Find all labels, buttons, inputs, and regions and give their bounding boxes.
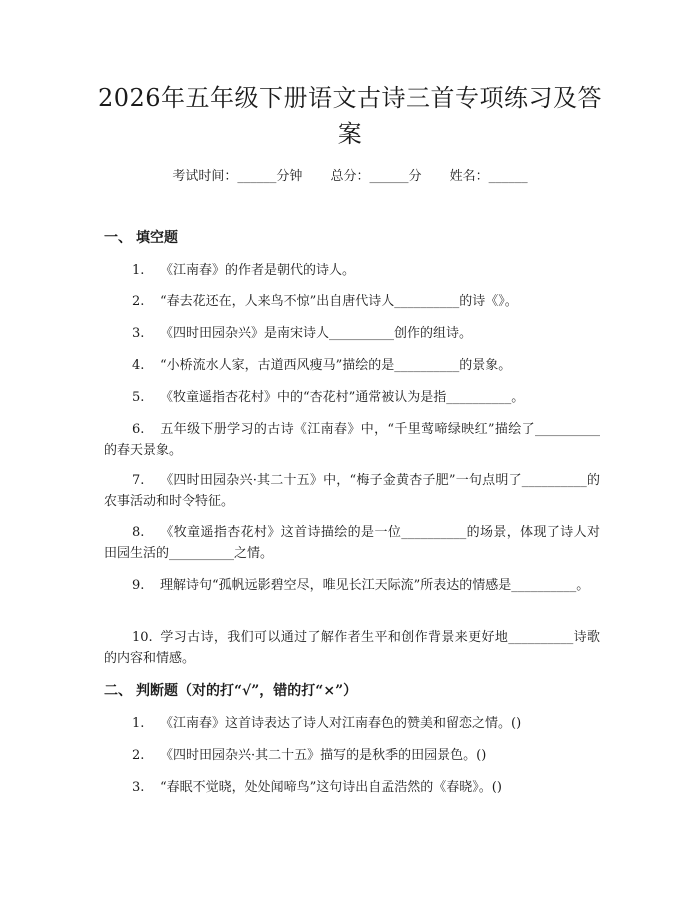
question-text: “春去花还在，人来鸟不惊”出自唐代诗人__________的诗《》。 xyxy=(160,294,518,309)
question-text: 《牧童遥指杏花村》中的“杏花村”通常被认为是指__________。 xyxy=(160,390,525,405)
question-text: 《四时田园杂兴·其二十五》描写的是秋季的田园景色。() xyxy=(160,748,487,763)
question-text: 《江南春》这首诗表达了诗人对江南春色的赞美和留恋之情。() xyxy=(160,716,522,731)
question-text: 五年级下册学习的古诗《江南春》中，“千里莺啼绿映红”描绘了__________的春天景象。 xyxy=(104,422,600,458)
section-title: 判断题（对的打“√”，错的打“×”） xyxy=(136,683,358,699)
question-number: 1. xyxy=(132,263,145,278)
question-text: 《牧童遥指杏花村》这首诗描绘的是一位__________的场景，体现了诗人对田园生活的__________之情。 xyxy=(104,525,600,561)
question-text: 《四时田园杂兴》是南宋诗人__________创作的组诗。 xyxy=(160,326,473,341)
section-number: 一、 xyxy=(104,230,132,246)
question-item xyxy=(104,323,600,344)
question-item xyxy=(104,419,600,461)
question-item xyxy=(104,260,600,281)
question-text: 《江南春》的作者是朝代的诗人。 xyxy=(160,263,356,278)
question-text: 理解诗句“孤帆远影碧空尽，唯见长江天际流”所表达的情感是__________。 xyxy=(160,578,590,593)
question-text: “春眠不觉晓，处处闻啼鸟”这句诗出自孟浩然的《春晓》。() xyxy=(160,780,502,795)
question-item xyxy=(104,522,600,564)
question-number: 9. xyxy=(132,578,145,593)
question-item xyxy=(104,713,600,734)
question-number: 1. xyxy=(132,716,145,731)
question-number: 2. xyxy=(132,294,145,309)
question-text: 学习古诗，我们可以通过了解作者生平和创作背景来更好地__________诗歌的内容和情感。 xyxy=(104,630,600,666)
student-name-field: 姓名：______ xyxy=(449,169,528,184)
section-heading-fill-in xyxy=(104,228,178,248)
total-score-field: 总分：______分 xyxy=(330,169,422,184)
question-number: 7. xyxy=(132,473,145,488)
section-title: 填空题 xyxy=(136,230,178,246)
exam-info-line xyxy=(0,168,700,186)
question-item xyxy=(104,291,600,312)
section-number: 二、 xyxy=(104,683,132,699)
exam-time-field: 考试时间：______分钟 xyxy=(172,169,303,184)
question-item xyxy=(104,470,600,512)
document-title: 2026年五年级下册语文古诗三首专项练习及答案 xyxy=(97,84,603,148)
question-number: 6. xyxy=(132,422,145,437)
question-item xyxy=(104,575,600,596)
question-number: 5. xyxy=(132,390,145,405)
question-text: 《四时田园杂兴·其二十五》中，“梅子金黄杏子肥”一句点明了__________的农事活动和时令特征。 xyxy=(104,473,600,509)
question-number: 3. xyxy=(132,780,145,795)
question-text: “小桥流水人家，古道西风瘦马”描绘的是__________的景象。 xyxy=(160,358,512,373)
question-item xyxy=(104,745,600,766)
section-heading-true-false xyxy=(104,681,357,701)
question-item xyxy=(104,355,600,376)
question-number: 3. xyxy=(132,326,145,341)
question-number: 10. xyxy=(132,630,153,645)
question-number: 4. xyxy=(132,358,145,373)
question-number: 8. xyxy=(132,525,145,540)
question-item xyxy=(104,777,600,798)
question-item xyxy=(104,627,600,669)
question-item xyxy=(104,387,600,408)
question-number: 2. xyxy=(132,748,145,763)
